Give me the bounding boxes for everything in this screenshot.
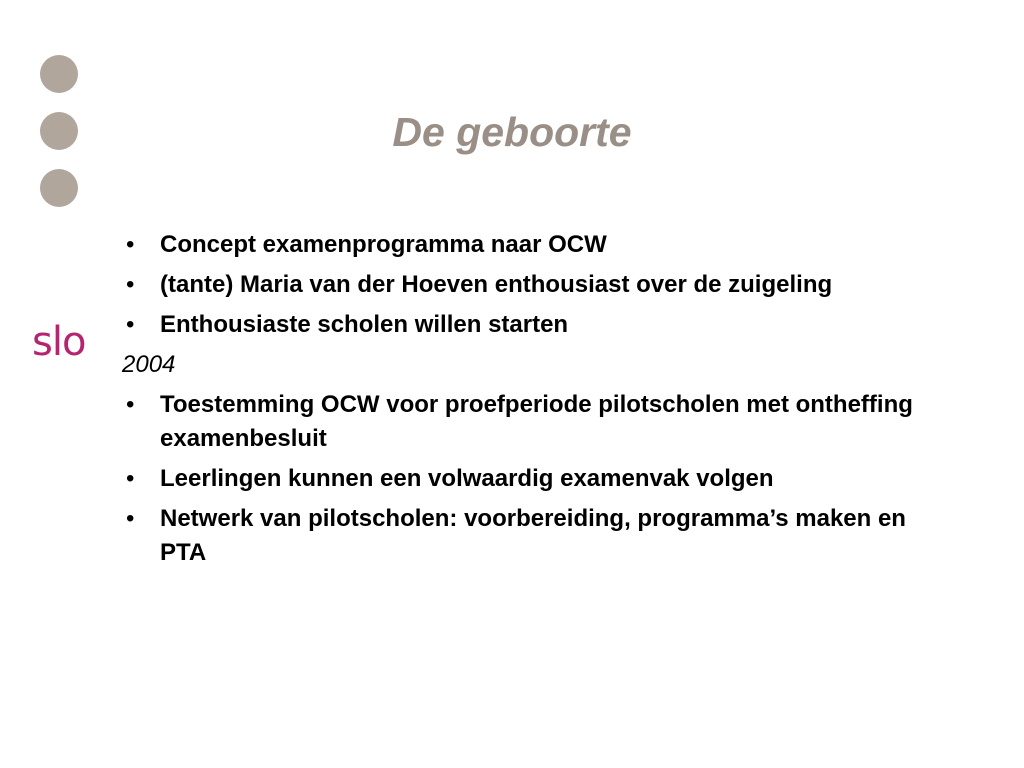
bullet-item xyxy=(122,228,922,262)
decorative-dot xyxy=(40,55,78,93)
bullet-icon: • xyxy=(126,231,135,258)
bullet-text: Leerlingen kunnen een volwaardig examenvak volgen xyxy=(160,465,774,492)
year-heading: 2004 xyxy=(122,351,176,378)
bullet-text: Netwerk van pilotscholen: voorbereiding, programma’s maken en PTA xyxy=(160,505,906,566)
decorative-dot xyxy=(40,169,78,207)
bullet-item xyxy=(122,308,922,342)
bullet-icon: • xyxy=(126,505,135,532)
bullet-text: Concept examenprogramma naar OCW xyxy=(160,231,607,258)
slo-logo: slo xyxy=(32,319,86,365)
slide-title: De geboorte xyxy=(392,109,632,155)
bullet-item xyxy=(122,502,922,570)
slide-content xyxy=(122,228,922,576)
bullet-item xyxy=(122,268,922,302)
bullet-text: Toestemming OCW voor proefperiode pilotscholen met ontheffing examenbesluit xyxy=(160,391,913,452)
bullet-icon: • xyxy=(126,391,135,418)
bullet-text: (tante) Maria van der Hoeven enthousiast over de zuigeling xyxy=(160,271,833,298)
bullet-icon: • xyxy=(126,271,135,298)
bullet-item xyxy=(122,462,922,496)
bullet-icon: • xyxy=(126,465,135,492)
bullet-text: Enthousiaste scholen willen starten xyxy=(160,311,569,338)
bullet-item xyxy=(122,388,922,456)
bullet-icon: • xyxy=(126,311,135,338)
